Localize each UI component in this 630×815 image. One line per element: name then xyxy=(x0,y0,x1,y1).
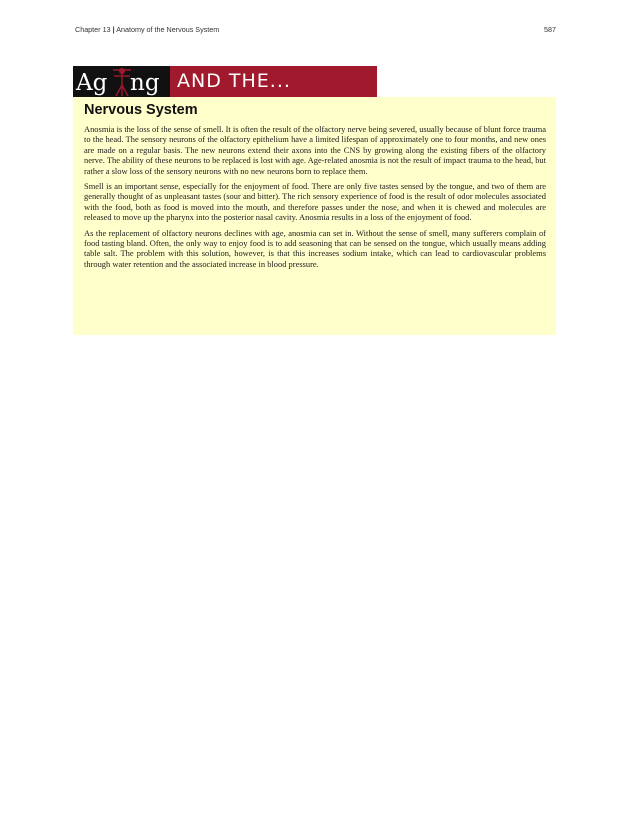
aging-logo-graphic xyxy=(73,66,170,97)
feature-paragraph: Smell is an important sense, especially for the enjoyment of food. There are only five tastes sensed by the tongue, and two of them are generally thought of as unpleasant tastes (sour and bitter). The rich sensory experience of food is the result of odor molecules associated with the food, both as food is moved into the mouth, and therefore passes under the nose, and when it is chewed and molecules are released to move up the pharynx into the posterior nasal cavity. Anosmia results in a loss of the enjoyment of food. xyxy=(84,181,546,223)
chapter-title: Anatomy of the Nervous System xyxy=(116,25,220,34)
feature-body xyxy=(84,124,546,274)
feature-box xyxy=(73,97,556,335)
aging-logo xyxy=(73,66,170,97)
logo-text-prefix: Ag xyxy=(76,70,108,96)
feature-title: Nervous System xyxy=(84,102,198,118)
feature-paragraph: Anosmia is the loss of the sense of smell. It is often the result of the olfactory nerve being severed, usually because of blunt force trauma to the head. The sensory neurons of the olfactory epithelium have a limited lifespan of approximately one to four months, and new ones are made on a regular basis. The new neurons extend their axons into the CNS by growing along the existing fibers of the olfactory nerve. The ability of these neurons to be replaced is lost with age. Age-related anosmia is not the result of impact trauma to the head, but rather a slow loss of the sensory neurons with no new neurons born to replace them. xyxy=(84,124,546,176)
chapter-heading xyxy=(75,25,219,34)
vitruvian-figure-icon xyxy=(113,68,131,96)
banner-tail-text: AND THE... xyxy=(177,70,291,92)
aging-banner xyxy=(73,66,377,97)
chapter-label: Chapter 13 xyxy=(75,25,111,34)
header-separator: | xyxy=(112,25,115,34)
page-number: 587 xyxy=(544,25,556,34)
feature-paragraph: As the replacement of olfactory neurons declines with age, anosmia can set in. Without the sense of smell, many sufferers complain of food tasting bland. Often, the only way to enjoy food is to add seasoning that can be sensed on the tongue, which usually means adding table salt. The problem with this solution, however, is that this increases sodium intake, which can lead to cardiovascular problems through water retention and the associated increase in blood pressure. xyxy=(84,227,546,269)
logo-text-suffix: ng xyxy=(130,70,160,96)
running-header xyxy=(75,25,556,37)
